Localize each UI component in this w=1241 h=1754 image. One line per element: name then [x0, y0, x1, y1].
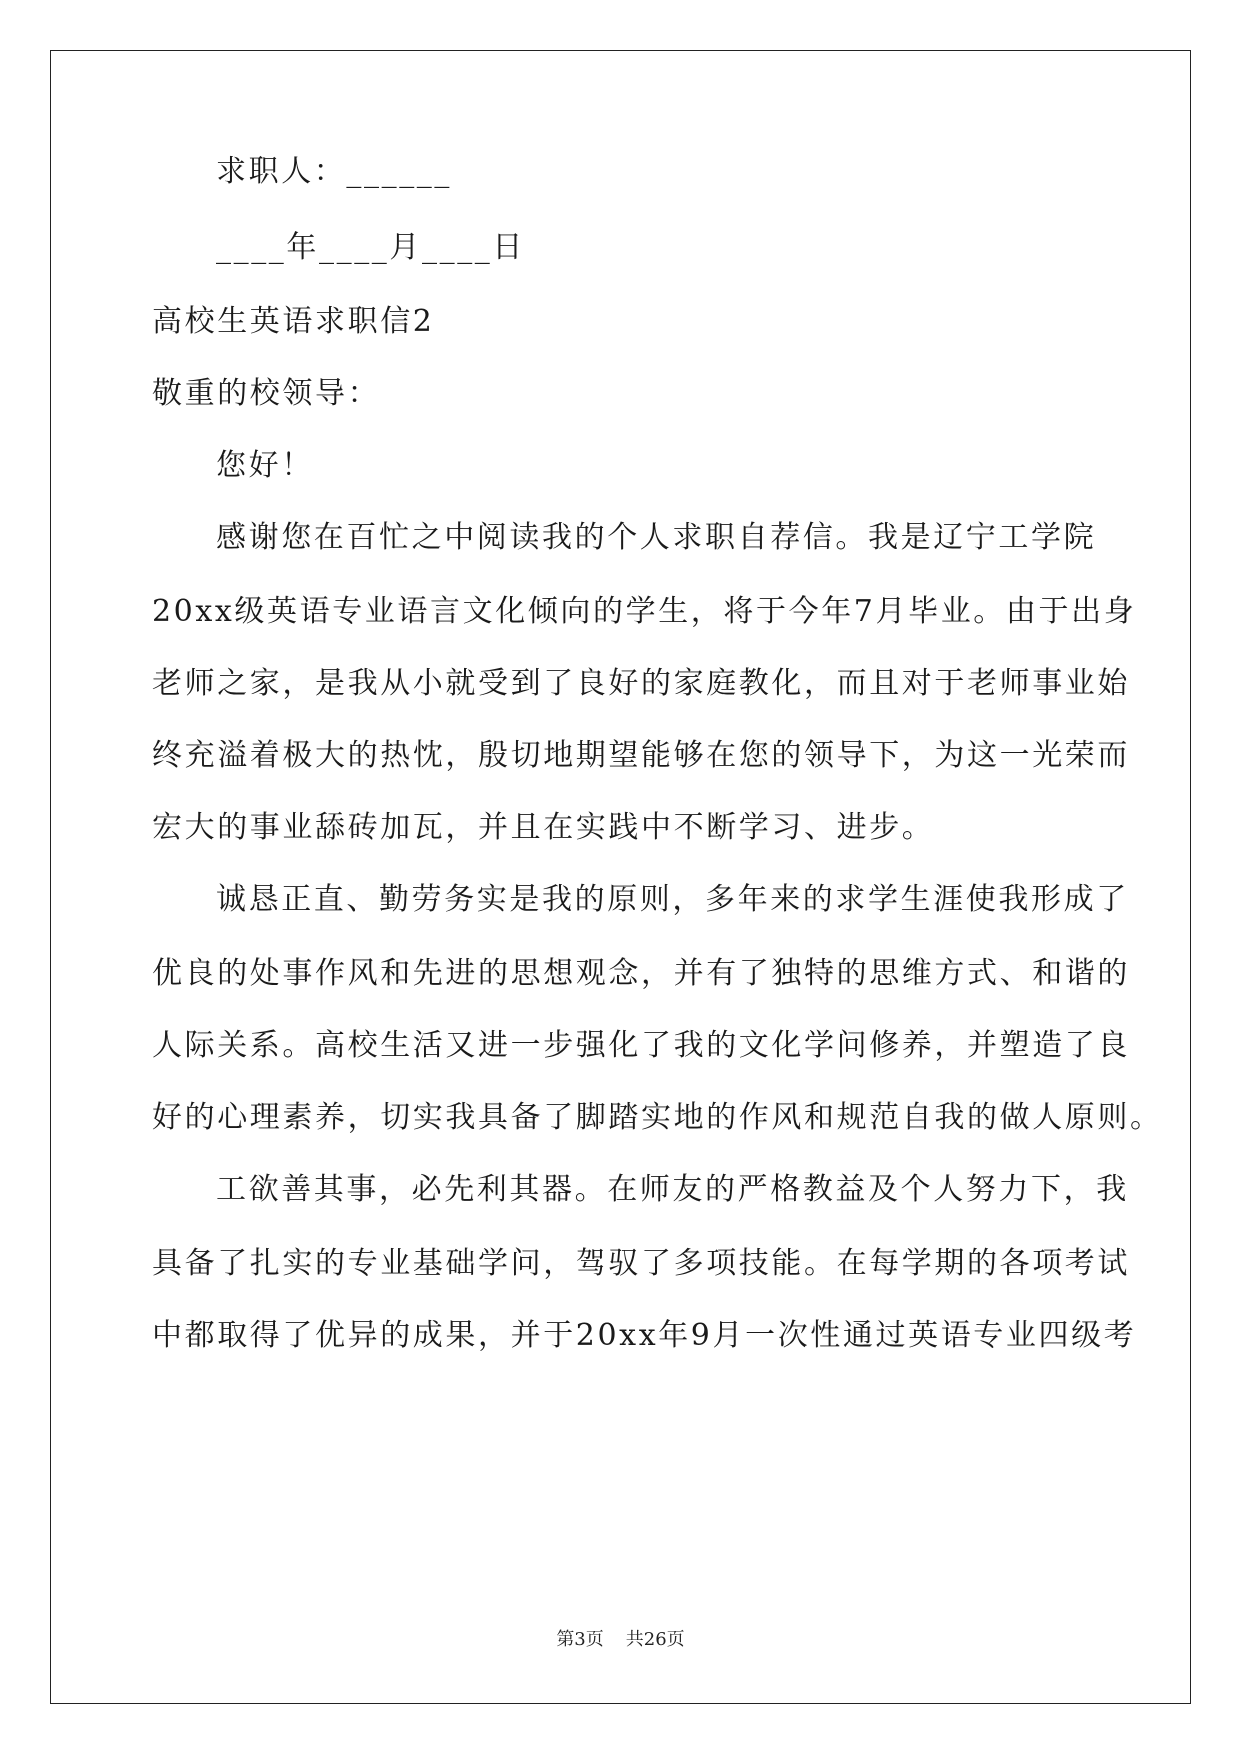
page-number: 第3页	[556, 1629, 604, 1650]
paragraph-3-line-2: 具备了扎实的专业基础学问，驾驭了多项技能。在每学期的各项考试	[152, 1246, 1130, 1281]
paragraph-3-line-1: 工欲善其事，必先利其器。在师友的严格教益及个人努力下，我	[216, 1172, 1129, 1207]
paragraph-2-line-3: 人际关系。高校生活又进一步强化了我的文化学问修养，并塑造了良	[152, 1028, 1130, 1063]
date-line: ____年____月____日	[216, 230, 525, 265]
paragraph-1-line-3: 老师之家，是我从小就受到了良好的家庭教化，而且对于老师事业始	[152, 666, 1130, 701]
page-total: 共26页	[625, 1629, 685, 1650]
paragraph-2-line-2: 优良的处事作风和先进的思想观念，并有了独特的思维方式、和谐的	[152, 956, 1130, 991]
paragraph-1-line-4: 终充溢着极大的热忱，殷切地期望能够在您的领导下，为这一光荣而	[152, 738, 1130, 773]
paragraph-2-line-4: 好的心理素养，切实我具备了脚踏实地的作风和规范自我的做人原则。	[152, 1100, 1163, 1135]
page-border	[50, 50, 1191, 1704]
paragraph-1-line-1: 感谢您在百忙之中阅读我的个人求职自荐信。我是辽宁工学院	[216, 520, 1097, 555]
paragraph-1-line-5: 宏大的事业舔砖加瓦，并且在实践中不断学习、进步。	[152, 810, 935, 845]
letter-title: 高校生英语求职信2	[152, 304, 435, 339]
salutation: 敬重的校领导：	[152, 376, 381, 411]
page-footer	[0, 1628, 1241, 1652]
paragraph-3-line-3: 中都取得了优异的成果，并于20xx年9月一次性通过英语专业四级考	[152, 1318, 1137, 1353]
paragraph-1-line-2: 20xx级英语专业语言文化倾向的学生，将于今年7月毕业。由于出身	[152, 594, 1137, 629]
signature-line: 求职人：______	[216, 154, 452, 189]
greeting: 您好！	[216, 448, 314, 483]
paragraph-2-line-1: 诚恳正直、勤劳务实是我的原则，多年来的求学生涯使我形成了	[216, 882, 1129, 917]
